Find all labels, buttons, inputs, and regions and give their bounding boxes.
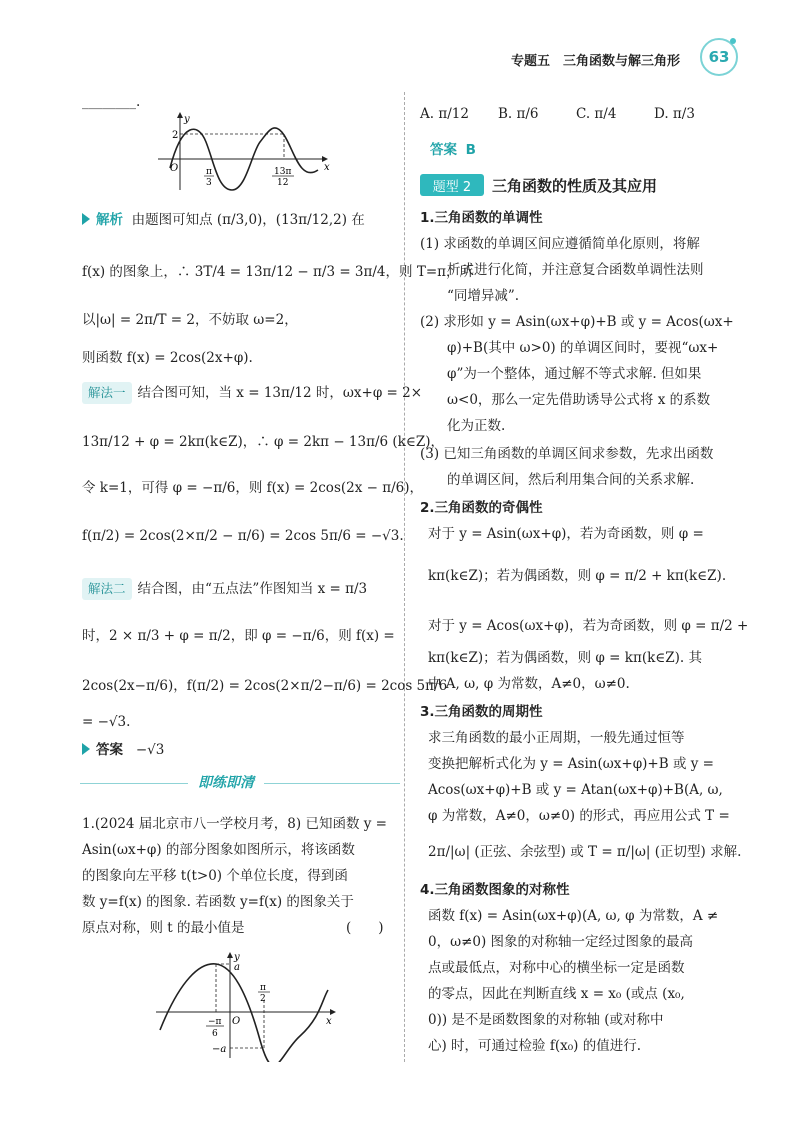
s1-line-8: 化为正数. (420, 418, 506, 434)
s2-line-2: kπ(k∈Z)；若为偶函数，则 φ = π/2 + kπ(k∈Z). (428, 568, 727, 584)
s1-line-6: φ”为一个整体，通过解不等式求解. 但如果 (420, 366, 702, 382)
q1-text-2: Asin(ωx+φ) 的部分图象如图所示，将该函数 (82, 842, 355, 858)
analysis-text-1: 由题图可知点 (π/3,0)，(13π/12,2) 在 (131, 212, 365, 228)
analysis-label: 解析 (96, 212, 123, 228)
graph2-origin: O (232, 1016, 241, 1027)
triangle-marker-icon (82, 213, 90, 225)
option-c: C. π/4 (576, 106, 617, 122)
s1-title: 1.三角函数的单调性 (420, 210, 543, 226)
page-number: 63 (700, 38, 738, 76)
method2-text-3: 2cos(2x−π/6)，f(π/2) = 2cos(2×π/2−π/6) = 2cos 5π/6 (82, 678, 448, 694)
svg-text:12: 12 (277, 178, 289, 188)
method1-text-4: f(π/2) = 2cos(2×π/2 − π/6) = 2cos 5π/6 = −√3. (82, 528, 404, 544)
sine-graph-2 (150, 950, 340, 1062)
right-answer-line (430, 140, 476, 160)
option-d: D. π/3 (654, 106, 695, 122)
graph2-y-label: y (234, 952, 240, 963)
graph1-max-label: 2 (172, 130, 179, 141)
badge-dot-icon (730, 38, 736, 44)
s3-line-3: Acos(ωx+φ)+B 或 y = Atan(ωx+φ)+B(A, ω, (428, 782, 723, 798)
method1-text-3: 令 k=1，可得 φ = −π/6，则 f(x) = 2cos(2x − π/6)， (82, 480, 424, 496)
method1-label: 解法一 (82, 382, 132, 404)
analysis-text-4: 则函数 f(x) = 2cos(2x+φ). (82, 350, 253, 366)
s3-line-5: 2π/|ω| (正弦、余弦型) 或 T = π/|ω| (正切型) 求解. (428, 844, 742, 860)
method1-text-2: 13π/12 + φ = 2kπ(k∈Z)，∴ φ = 2kπ − 13π/6 (k∈Z)， (82, 434, 444, 450)
page-number-badge (700, 38, 740, 78)
s1-line-4: (2) 求形如 y = Asin(ωx+φ)+B 或 y = Acos(ωx+ (420, 314, 734, 330)
s4-line-6: 心) 时，可通过检验 f(x₀) 的值进行. (428, 1038, 641, 1054)
q1-text-1: 1.(2024 届北京市八一学校月考，8) 已知函数 y = (82, 816, 387, 832)
practice-banner (80, 772, 400, 796)
s3-line-2: 变换把解析式化为 y = Asin(ωx+φ)+B 或 y = (428, 756, 714, 772)
s1-line-9: (3) 已知三角函数的单调区间求参数，先求出函数 (420, 446, 714, 462)
q1-text-4: 数 y=f(x) 的图象. 若函数 y=f(x) 的图象关于 (82, 894, 354, 910)
option-b: B. π/6 (498, 106, 539, 122)
s2-line-1: 对于 y = Asin(ωx+φ)，若为奇函数，则 φ = (428, 526, 704, 542)
graph1-origin: O (170, 163, 179, 174)
s1-line-10: 的单调区间，然后利用集合间的关系求解. (420, 472, 695, 488)
s1-line-1: (1) 求函数的单调区间应遵循简单化原则，将解 (420, 236, 700, 252)
s4-line-4: 的零点，因此在判断直线 x = x₀ (或点 (x₀, (428, 986, 685, 1002)
graph1-y-label: y (184, 114, 190, 125)
svg-text:π: π (260, 983, 266, 993)
graph2-a-label: a (234, 962, 240, 973)
s1-line-2: 析式进行化简，并注意复合函数单调性法则 (420, 262, 704, 278)
s4-line-1: 函数 f(x) = Asin(ωx+φ)(A, ω, φ 为常数，A ≠ (428, 908, 719, 924)
s4-line-3: 点或最低点，对称中心的横坐标一定是函数 (428, 960, 685, 976)
analysis-text-2: f(x) 的图象上，∴ 3T/4 = 13π/12 − π/3 = 3π/4，则 T=π，所 (82, 264, 474, 280)
method1-text-1: 结合图可知，当 x = 13π/12 时，ωx+φ = 2× (137, 385, 423, 401)
method2-text-1: 结合图，由“五点法”作图知当 x = π/3 (137, 581, 368, 597)
s1-line-7: ω<0，那么一定先借助诱导公式将 x 的系数 (420, 392, 711, 408)
svg-text:6: 6 (212, 1029, 218, 1039)
s3-line-4: φ 为常数，A≠0，ω≠0) 的形式，再应用公式 T = (428, 808, 730, 824)
svg-text:−π: −π (208, 1017, 222, 1027)
svg-text:2: 2 (260, 994, 266, 1004)
s2-line-4: kπ(k∈Z)；若为偶函数，则 φ = kπ(k∈Z). 其 (428, 650, 703, 666)
cosine-graph-1 (150, 112, 330, 194)
graph2-x-label: x (326, 1016, 332, 1027)
method1-line-1 (82, 382, 422, 404)
running-header: 专题五 三角函数与解三角形 (510, 54, 680, 69)
triangle-marker-icon (82, 743, 90, 755)
right-answer-label: 答案 (430, 142, 457, 158)
analysis-line-1 (82, 210, 365, 230)
svg-text:13π: 13π (274, 167, 292, 177)
section-title: 三角函数的性质及其应用 (492, 177, 658, 195)
graph2-neg-a-label: −a (212, 1044, 227, 1055)
method2-text-4: = −√3. (82, 714, 131, 730)
answer-line (82, 740, 164, 760)
s4-line-5: 0)) 是不是函数图象的对称轴 (或对称中 (428, 1012, 664, 1028)
column-divider (404, 92, 405, 1062)
practice-banner-title: 即练即清 (188, 772, 264, 792)
svg-text:3: 3 (206, 178, 212, 188)
analysis-text-3: 以|ω| = 2π/T = 2，不妨取 ω=2， (82, 312, 298, 328)
right-answer-value: B (465, 142, 476, 158)
s2-line-3: 对于 y = Acos(ωx+φ)，若为奇函数，则 φ = π/2 + (428, 618, 749, 634)
svg-text:π: π (206, 167, 212, 177)
method2-line-1 (82, 578, 367, 600)
graph2-curve (160, 964, 328, 1062)
answer-label: 答案 (96, 742, 123, 758)
answer-value: −√3 (135, 742, 165, 758)
s3-title: 3.三角函数的周期性 (420, 704, 543, 720)
s2-line-5: 中 A, ω, φ 为常数，A≠0，ω≠0. (428, 676, 630, 692)
s3-line-1: 求三角函数的最小正周期，一般先通过恒等 (428, 730, 685, 746)
method2-label: 解法二 (82, 578, 132, 600)
q1-text-3: 的图象向左平移 t(t>0) 个单位长度，得到函 (82, 868, 348, 884)
graph1-x-label: x (324, 162, 330, 173)
q1-answer-paren: ( ) (346, 920, 384, 936)
s4-title: 4.三角函数图象的对称性 (420, 882, 570, 898)
q1-text-5: 原点对称，则 t 的最小值是 (82, 920, 245, 936)
s1-line-5: φ)+B(其中 ω>0) 的单调区间时，要视“ωx+ (420, 340, 719, 356)
s1-line-3: “同增异减”. (420, 288, 520, 304)
section-header (420, 172, 750, 200)
s2-title: 2.三角函数的奇偶性 (420, 500, 543, 516)
answer-blank: ________. (82, 94, 141, 110)
option-a: A. π/12 (420, 106, 469, 122)
s4-line-2: 0，ω≠0) 图象的对称轴一定经过图象的最高 (428, 934, 694, 950)
method2-text-2: 时，2 × π/3 + φ = π/2，即 φ = −π/6，则 f(x) = (82, 628, 395, 644)
section-badge: 题型 2 (420, 174, 484, 196)
